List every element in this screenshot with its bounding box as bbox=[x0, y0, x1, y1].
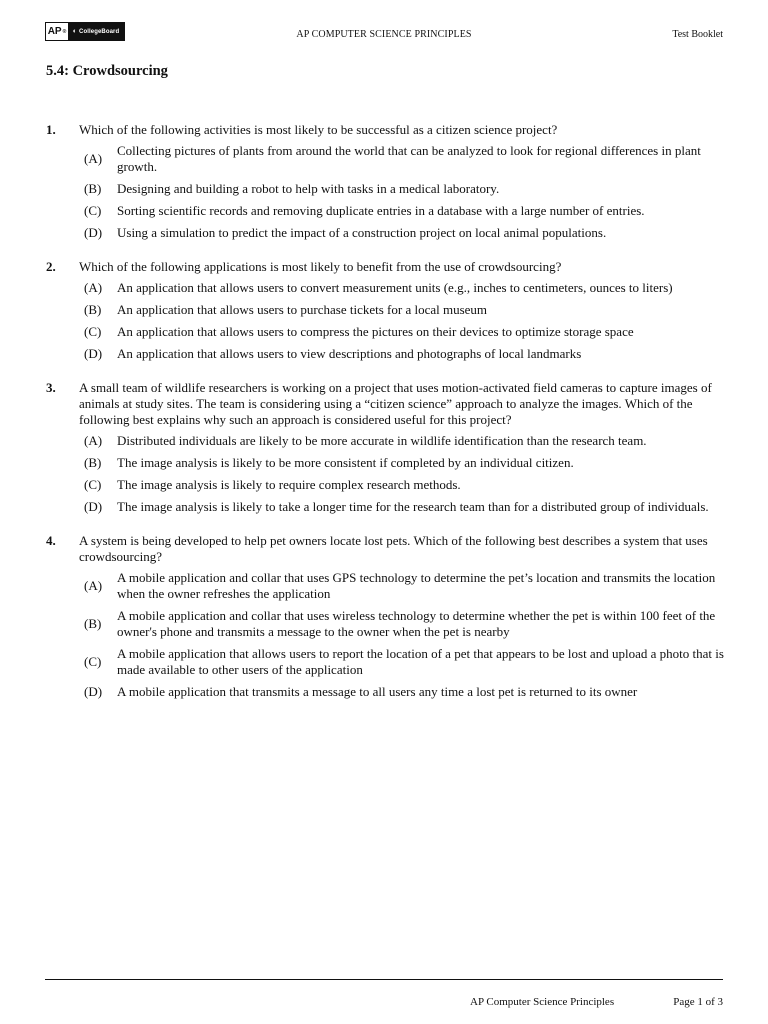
footer-page-number: Page 1 of 3 bbox=[673, 996, 723, 1008]
question-text: A small team of wildlife researchers is working on a project that uses motion-activated field cameras to capture images of animals at study sites. The team is considering using a “citizen science” approach to analyze the images. Which of the following best explains why such an approach is considered useful for this project? bbox=[79, 380, 712, 427]
footer-divider bbox=[45, 979, 723, 980]
option-text: The image analysis is likely to be more consistent if completed by an individual citizen. bbox=[117, 455, 574, 470]
question-text: A system is being developed to help pet owners locate lost pets. Which of the following best describes a system that uses crowdsourcing? bbox=[79, 533, 708, 564]
option-letter: (B) bbox=[84, 181, 102, 196]
option-letter: (C) bbox=[84, 654, 102, 669]
option-text: A mobile application and collar that uses GPS technology to determine the pet’s location and transmits the location when the owner refreshes the application bbox=[117, 570, 716, 601]
option-letter: (B) bbox=[84, 616, 102, 631]
option-text: A mobile application that allows users to report the location of a pet that appears to be lost and upload a photo that is made available to other users of the application bbox=[117, 646, 724, 677]
question-4 bbox=[46, 533, 726, 700]
option-d[interactable] bbox=[84, 684, 726, 700]
option-text: Distributed individuals are likely to be more accurate in wildlife identification than the research team. bbox=[117, 433, 647, 448]
option-b[interactable] bbox=[84, 608, 726, 640]
option-text: Collecting pictures of plants from around the world that can be analyzed to look for regional differences in plant growth. bbox=[117, 143, 701, 174]
option-d[interactable] bbox=[84, 499, 726, 515]
question-1 bbox=[46, 122, 726, 241]
option-text: The image analysis is likely to take a longer time for the research team than for a distributed group of individuals. bbox=[117, 499, 709, 514]
option-a[interactable] bbox=[84, 143, 726, 175]
option-letter: (B) bbox=[84, 302, 102, 317]
option-letter: (B) bbox=[84, 455, 102, 470]
logo-ap: AP ® bbox=[46, 23, 68, 40]
option-text: An application that allows users to compress the pictures on their devices to optimize storage space bbox=[117, 324, 634, 339]
option-letter: (A) bbox=[84, 280, 103, 295]
footer-course: AP Computer Science Principles bbox=[470, 996, 615, 1008]
question-text: Which of the following applications is most likely to benefit from the use of crowdsourcing? bbox=[79, 259, 562, 274]
option-letter: (D) bbox=[84, 684, 103, 699]
option-letter: (C) bbox=[84, 477, 102, 492]
option-b[interactable] bbox=[84, 455, 726, 471]
option-text: A mobile application that transmits a message to all users any time a lost pet is returned to its owner bbox=[117, 684, 638, 699]
question-number: 3. bbox=[46, 380, 56, 395]
option-c[interactable] bbox=[84, 477, 726, 493]
logo-collegeboard: ◐ CollegeBoard bbox=[68, 23, 124, 40]
question-list bbox=[46, 122, 726, 718]
question-text: Which of the following activities is most likely to be successful as a citizen science project? bbox=[79, 122, 558, 137]
option-c[interactable] bbox=[84, 324, 726, 340]
option-d[interactable] bbox=[84, 346, 726, 362]
question-number: 2. bbox=[46, 259, 56, 274]
option-letter: (D) bbox=[84, 225, 103, 240]
question-number: 4. bbox=[46, 533, 56, 548]
option-text: Sorting scientific records and removing duplicate entries in a database with a large number of entries. bbox=[117, 203, 645, 218]
option-letter: (A) bbox=[84, 433, 103, 448]
option-text: Designing and building a robot to help with tasks in a medical laboratory. bbox=[117, 181, 500, 196]
question-3 bbox=[46, 380, 726, 515]
option-text: An application that allows users to convert measurement units (e.g., inches to centimeters, ounces to liters) bbox=[117, 280, 673, 295]
option-b[interactable] bbox=[84, 181, 726, 197]
option-letter: (A) bbox=[84, 151, 103, 166]
option-text: An application that allows users to purchase tickets for a local museum bbox=[117, 302, 488, 317]
option-text: A mobile application and collar that uses wireless technology to determine whether the pet is within 100 feet of the owner's phone and transmits a message to the owner when the pet is nearby bbox=[117, 608, 716, 639]
option-c[interactable] bbox=[84, 646, 726, 678]
question-number: 1. bbox=[46, 122, 56, 137]
option-text: The image analysis is likely to require complex research methods. bbox=[117, 477, 461, 492]
option-a[interactable] bbox=[84, 280, 726, 296]
option-letter: (C) bbox=[84, 203, 102, 218]
question-2 bbox=[46, 259, 726, 362]
option-letter: (A) bbox=[84, 578, 103, 593]
option-letter: (C) bbox=[84, 324, 102, 339]
option-letter: (D) bbox=[84, 499, 103, 514]
header-title: AP COMPUTER SCIENCE PRINCIPLES bbox=[296, 29, 472, 40]
section-title: 5.4: Crowdsourcing bbox=[46, 63, 168, 79]
option-text: An application that allows users to view descriptions and photographs of local landmarks bbox=[117, 346, 582, 361]
option-a[interactable] bbox=[84, 570, 726, 602]
header-booklet: Test Booklet bbox=[672, 29, 723, 40]
option-b[interactable] bbox=[84, 302, 726, 318]
acorn-icon: ◐ bbox=[72, 28, 78, 35]
option-d[interactable] bbox=[84, 225, 726, 241]
option-text: Using a simulation to predict the impact of a construction project on local animal populations. bbox=[117, 225, 607, 240]
option-letter: (D) bbox=[84, 346, 103, 361]
option-c[interactable] bbox=[84, 203, 726, 219]
option-a[interactable] bbox=[84, 433, 726, 449]
